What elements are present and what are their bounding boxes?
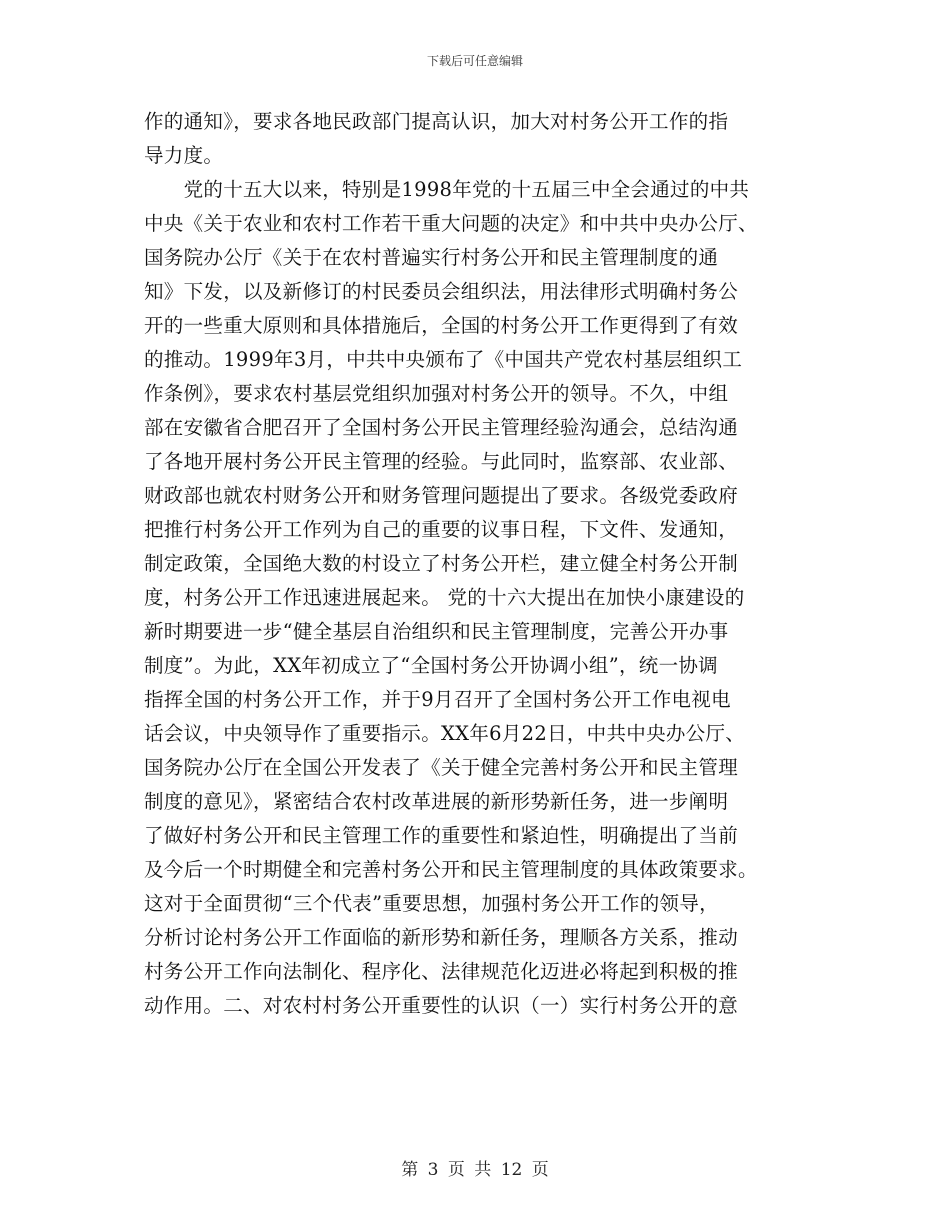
text-line: 新时期要进一步“健全基层自治组织和民主管理制度，完善公开办事 [144,620,729,643]
text-line: 党的十五大以来，特别是1998年党的十五届三中全会通过的中共 [144,178,750,201]
text-line: 国务院办公厅《关于在农村普遍实行村务公开和民主管理制度的通 [144,246,719,269]
text-line: 部在安徽省合肥召开了全国村务公开民主管理经验沟通会，总结沟通 [144,416,739,439]
page-footer: 第 3 页 共 12 页 [401,1160,549,1180]
text-line: 话会议，中央领导作了重要指示。XX年6月22日，中共中央办公厅、 [144,722,746,745]
text-line: 指挥全国的村务公开工作，并于9月召开了全国村务公开工作电视电 [144,688,731,711]
text-line: 导力度。 [144,144,224,167]
text-line: 中央《关于农业和农村工作若干重大问题的决定》和中共中央办公厅、 [144,212,758,235]
document-body [144,105,758,1023]
text-line: 了各地开展村务公开民主管理的经验。与此同时，监察部、农业部、 [144,450,739,473]
text-line: 把推行村务公开工作列为自己的重要的议事日程，下文件、发通知， [144,518,739,541]
text-line: 这对于全面贯彻“三个代表”重要思想，加强村务公开工作的领导， [144,892,719,915]
text-line: 作条例》，要求农村基层党组织加强对村务公开的领导。不久，中组 [144,382,729,405]
page-header: 下载后可任意编辑 [426,54,523,68]
text-line: 开的一些重大原则和具体措施后，全国的村务公开工作更得到了有效 [144,314,739,337]
text-line: 制度”。为此，XX年初成立了“全国村务公开协调小组”，统一协调 [144,654,718,677]
text-line: 知》下发，以及新修订的村民委员会组织法，用法律形式明确村务公 [144,280,739,303]
text-line: 村务公开工作向法制化、程序化、法律规范化迈进必将起到积极的推 [144,960,739,983]
text-line: 制度的意见》，紧密结合农村改革进展的新形势新任务，进一步阐明 [144,790,729,813]
text-line: 作的通知》，要求各地民政部门提高认识，加大对村务公开工作的指 [144,110,729,133]
text-line: 度，村务公开工作迅速进展起来。 党的十六大提出在加快小康建设的 [144,586,745,609]
text-line: 制定政策，全国绝大数的村设立了村务公开栏，建立健全村务公开制 [144,552,739,575]
text-line: 国务院办公厅在全国公开发表了《关于健全完善村务公开和民主管理 [144,756,739,779]
text-line: 及今后一个时期健全和完善村务公开和民主管理制度的具体政策要求。 [144,858,758,881]
text-line: 的推动。1999年3月，中共中央颁布了《中国共产党农村基层组织工 [144,348,743,371]
text-line: 了做好村务公开和民主管理工作的重要性和紧迫性，明确提出了当前 [144,824,739,847]
text-line: 动作用。二、对农村村务公开重要性的认识（一）实行村务公开的意 [144,994,739,1017]
text-line: 分析讨论村务公开工作面临的新形势和新任务，理顺各方关系，推动 [144,926,739,949]
text-line: 财政部也就农村财务公开和财务管理问题提出了要求。各级党委政府 [144,484,739,507]
